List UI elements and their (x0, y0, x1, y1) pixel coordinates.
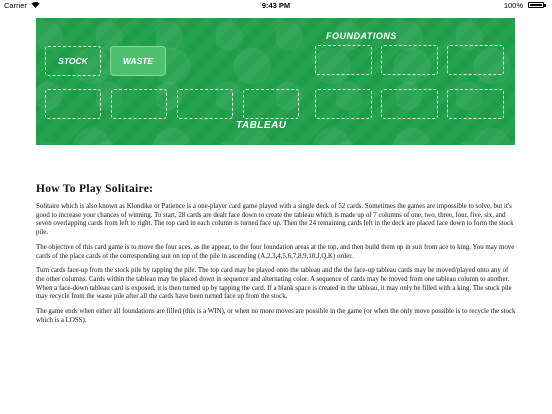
foundation-slot[interactable] (381, 45, 438, 75)
waste-label: WASTE (122, 56, 154, 66)
tableau-column[interactable] (315, 89, 372, 119)
solitaire-board (36, 18, 515, 145)
tableau-column[interactable] (243, 89, 299, 119)
stock-label: STOCK (58, 56, 88, 66)
foundations-label: FOUNDATIONS (326, 31, 397, 41)
tableau-column[interactable] (177, 89, 233, 119)
battery-tip (544, 4, 546, 7)
instructions-paragraph: The objective of this card game is to move the four aces, as the appear, to the four foundation areas at the top, and then build them up in suit from ace to king. You may move cards of the place cards of the corresponding suit on top of the pile in ascending (A,2,3,4,5,6,7,8,9,10,J,Q,K) order. (36, 243, 515, 260)
battery-icon (528, 2, 544, 8)
foundation-slot[interactable] (447, 45, 504, 75)
waste-pile[interactable] (110, 46, 166, 76)
instructions-paragraph: The game ends when either all foundations are filled (this is a WIN), or when no more moves are possible in the game (or when the only move possible is to recycle the stock which is a LOSS). (36, 308, 516, 324)
status-time: 9:43 PM (261, 1, 291, 10)
instructions-paragraph: Turn cards face-up from the stock pile by tapping the pile. The top card may be played onto the tableau and the the face-up tableau cards may be moved/played onto any of the other columns. Cards within the tableau may be placed down in sequence and alternating color. A sequence of cards may be moved from one tableau column to another. When a face-down tableau card is exposed, it is then turned up by tapping the card. If a blank space is created in the tableau, it may only be filled with a king. The stock pile may recycle from the waste pile after all the cards have been turned face up from the stock. (36, 267, 512, 301)
battery-percent: 100% (503, 1, 523, 10)
carrier-label: Carrier (4, 1, 27, 10)
tableau-column[interactable] (447, 89, 504, 119)
instructions-heading: How To Play Solitaire: (36, 183, 154, 195)
tableau-column[interactable] (111, 89, 167, 119)
tableau-column[interactable] (45, 89, 101, 119)
status-bar (0, 0, 552, 12)
tableau-column[interactable] (381, 89, 438, 119)
foundation-slot[interactable] (315, 45, 372, 75)
tableau-label: TABLEAU (236, 120, 287, 131)
instructions-paragraph: Solitaire which is also known as Klondike or Patience is a one-player card game played with a single deck of 52 cards. Sometimes the games are impossible to solve, but it's good to increase your chances of winning. To start, 28 cards are dealt face down to create the tableau which is made up of 7 columns of one, two, three, four, five, six, and seven overlapping cards from left to right. The top card in each column is turned face up. Then the 24 remaining cards left in the deck are placed face down to form the stock pile. (36, 203, 514, 237)
stock-pile[interactable] (45, 46, 101, 76)
instructions-section (36, 183, 516, 331)
